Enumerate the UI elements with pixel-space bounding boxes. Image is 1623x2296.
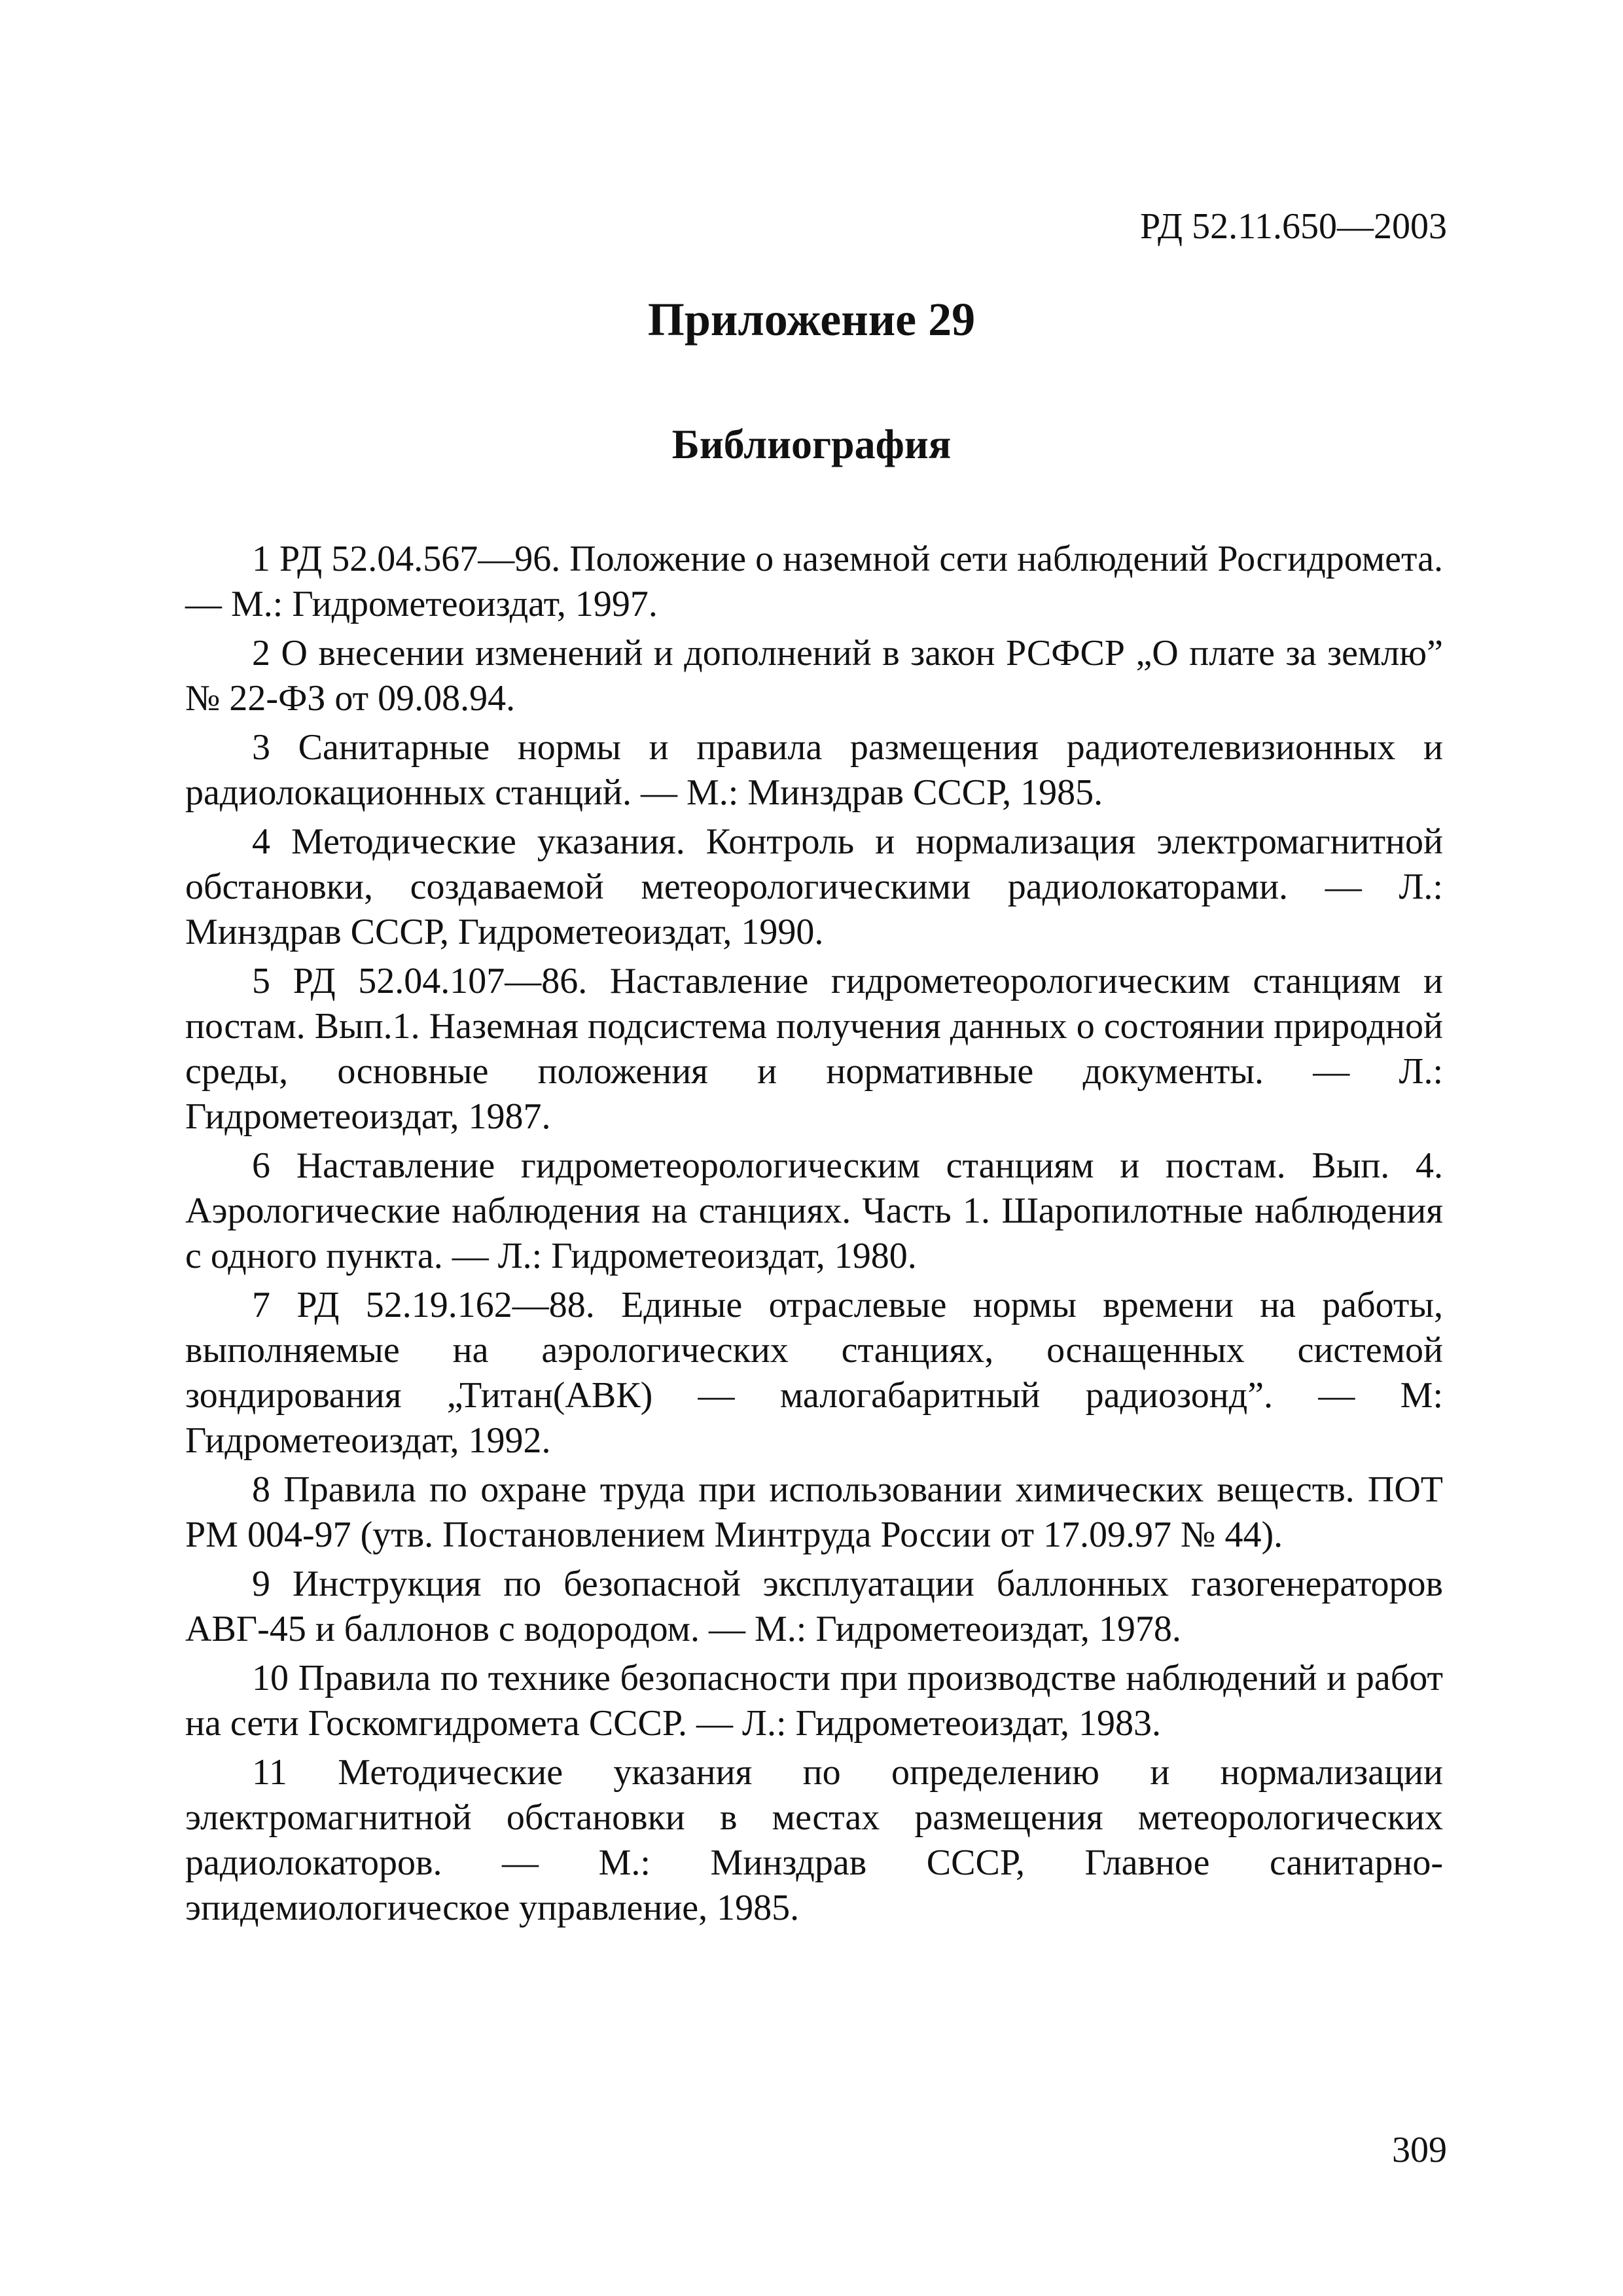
bibliography-item: 10 Правила по технике безопасности при производстве наблюдений и работ на сети Госкомгидромета СССР. — Л.: Гидрометеоиздат, 1983.: [185, 1658, 1443, 1744]
bibliography-item: 7 РД 52.19.162—88. Единые отраслевые нормы времени на работы, выполняемые на аэрологических станциях, оснащенных системой зондирования „Титан(АВК) — малогабаритный радиозонд”. — М: Гидрометеоиздат, 1992.: [185, 1285, 1443, 1461]
bibliography-item: 11 Методические указания по определению и нормализации электромагнитной обстановки в местах размещения метеорологических радиолокаторов. — М.: Минздрав СССР, Главное санитарно-эпидемиологическое управление, 1985.: [185, 1752, 1443, 1928]
bibliography-item: 3 Санитарные нормы и правила размещения радиотелевизионных и радиолокационных станций. — М.: Минздрав СССР, 1985.: [185, 727, 1443, 813]
appendix-title: Приложение 29: [647, 293, 976, 346]
bibliography-item: 6 Наставление гидрометеорологическим станциям и постам. Вып. 4. Аэрологические наблюдения на станциях. Часть 1. Шаропилотные наблюдения с одного пункта. — Л.: Гидрометеоиздат, 1980.: [185, 1145, 1443, 1276]
bibliography-item: 4 Методические указания. Контроль и нормализация электромагнитной обстановки, создаваемой метеорологическими радиолокаторами. — Л.: Минздрав СССР, Гидрометеоиздат, 1990.: [185, 821, 1443, 952]
page-number: 309: [1392, 2130, 1447, 2170]
section-title: Библиография: [671, 421, 952, 467]
bibliography-list: [185, 537, 1443, 1935]
bibliography-item: 2 О внесении изменений и дополнений в закон РСФСР „О плате за землю” № 22-ФЗ от 09.08.94.: [185, 633, 1443, 719]
document-code: РД 52.11.650—2003: [1139, 206, 1447, 247]
bibliography-item: 5 РД 52.04.107—86. Наставление гидрометеорологическим станциям и постам. Вып.1. Наземная подсистема получения данных о состоянии природной среды, основные положения и нормативные документы. — Л.: Гидрометеоиздат, 1987.: [185, 961, 1443, 1137]
bibliography-item: 9 Инструкция по безопасной эксплуатации баллонных газогенераторов АВГ-45 и баллонов с водородом. — М.: Гидрометеоиздат, 1978.: [185, 1564, 1443, 1649]
bibliography-item: 8 Правила по охране труда при использовании химических веществ. ПОТ РМ 004-97 (утв. Постановлением Минтруда России от 17.09.97 № 44).: [185, 1469, 1443, 1555]
bibliography-item: 1 РД 52.04.567—96. Положение о наземной сети наблюдений Росгидромета. — М.: Гидрометеоиздат, 1997.: [185, 539, 1443, 624]
